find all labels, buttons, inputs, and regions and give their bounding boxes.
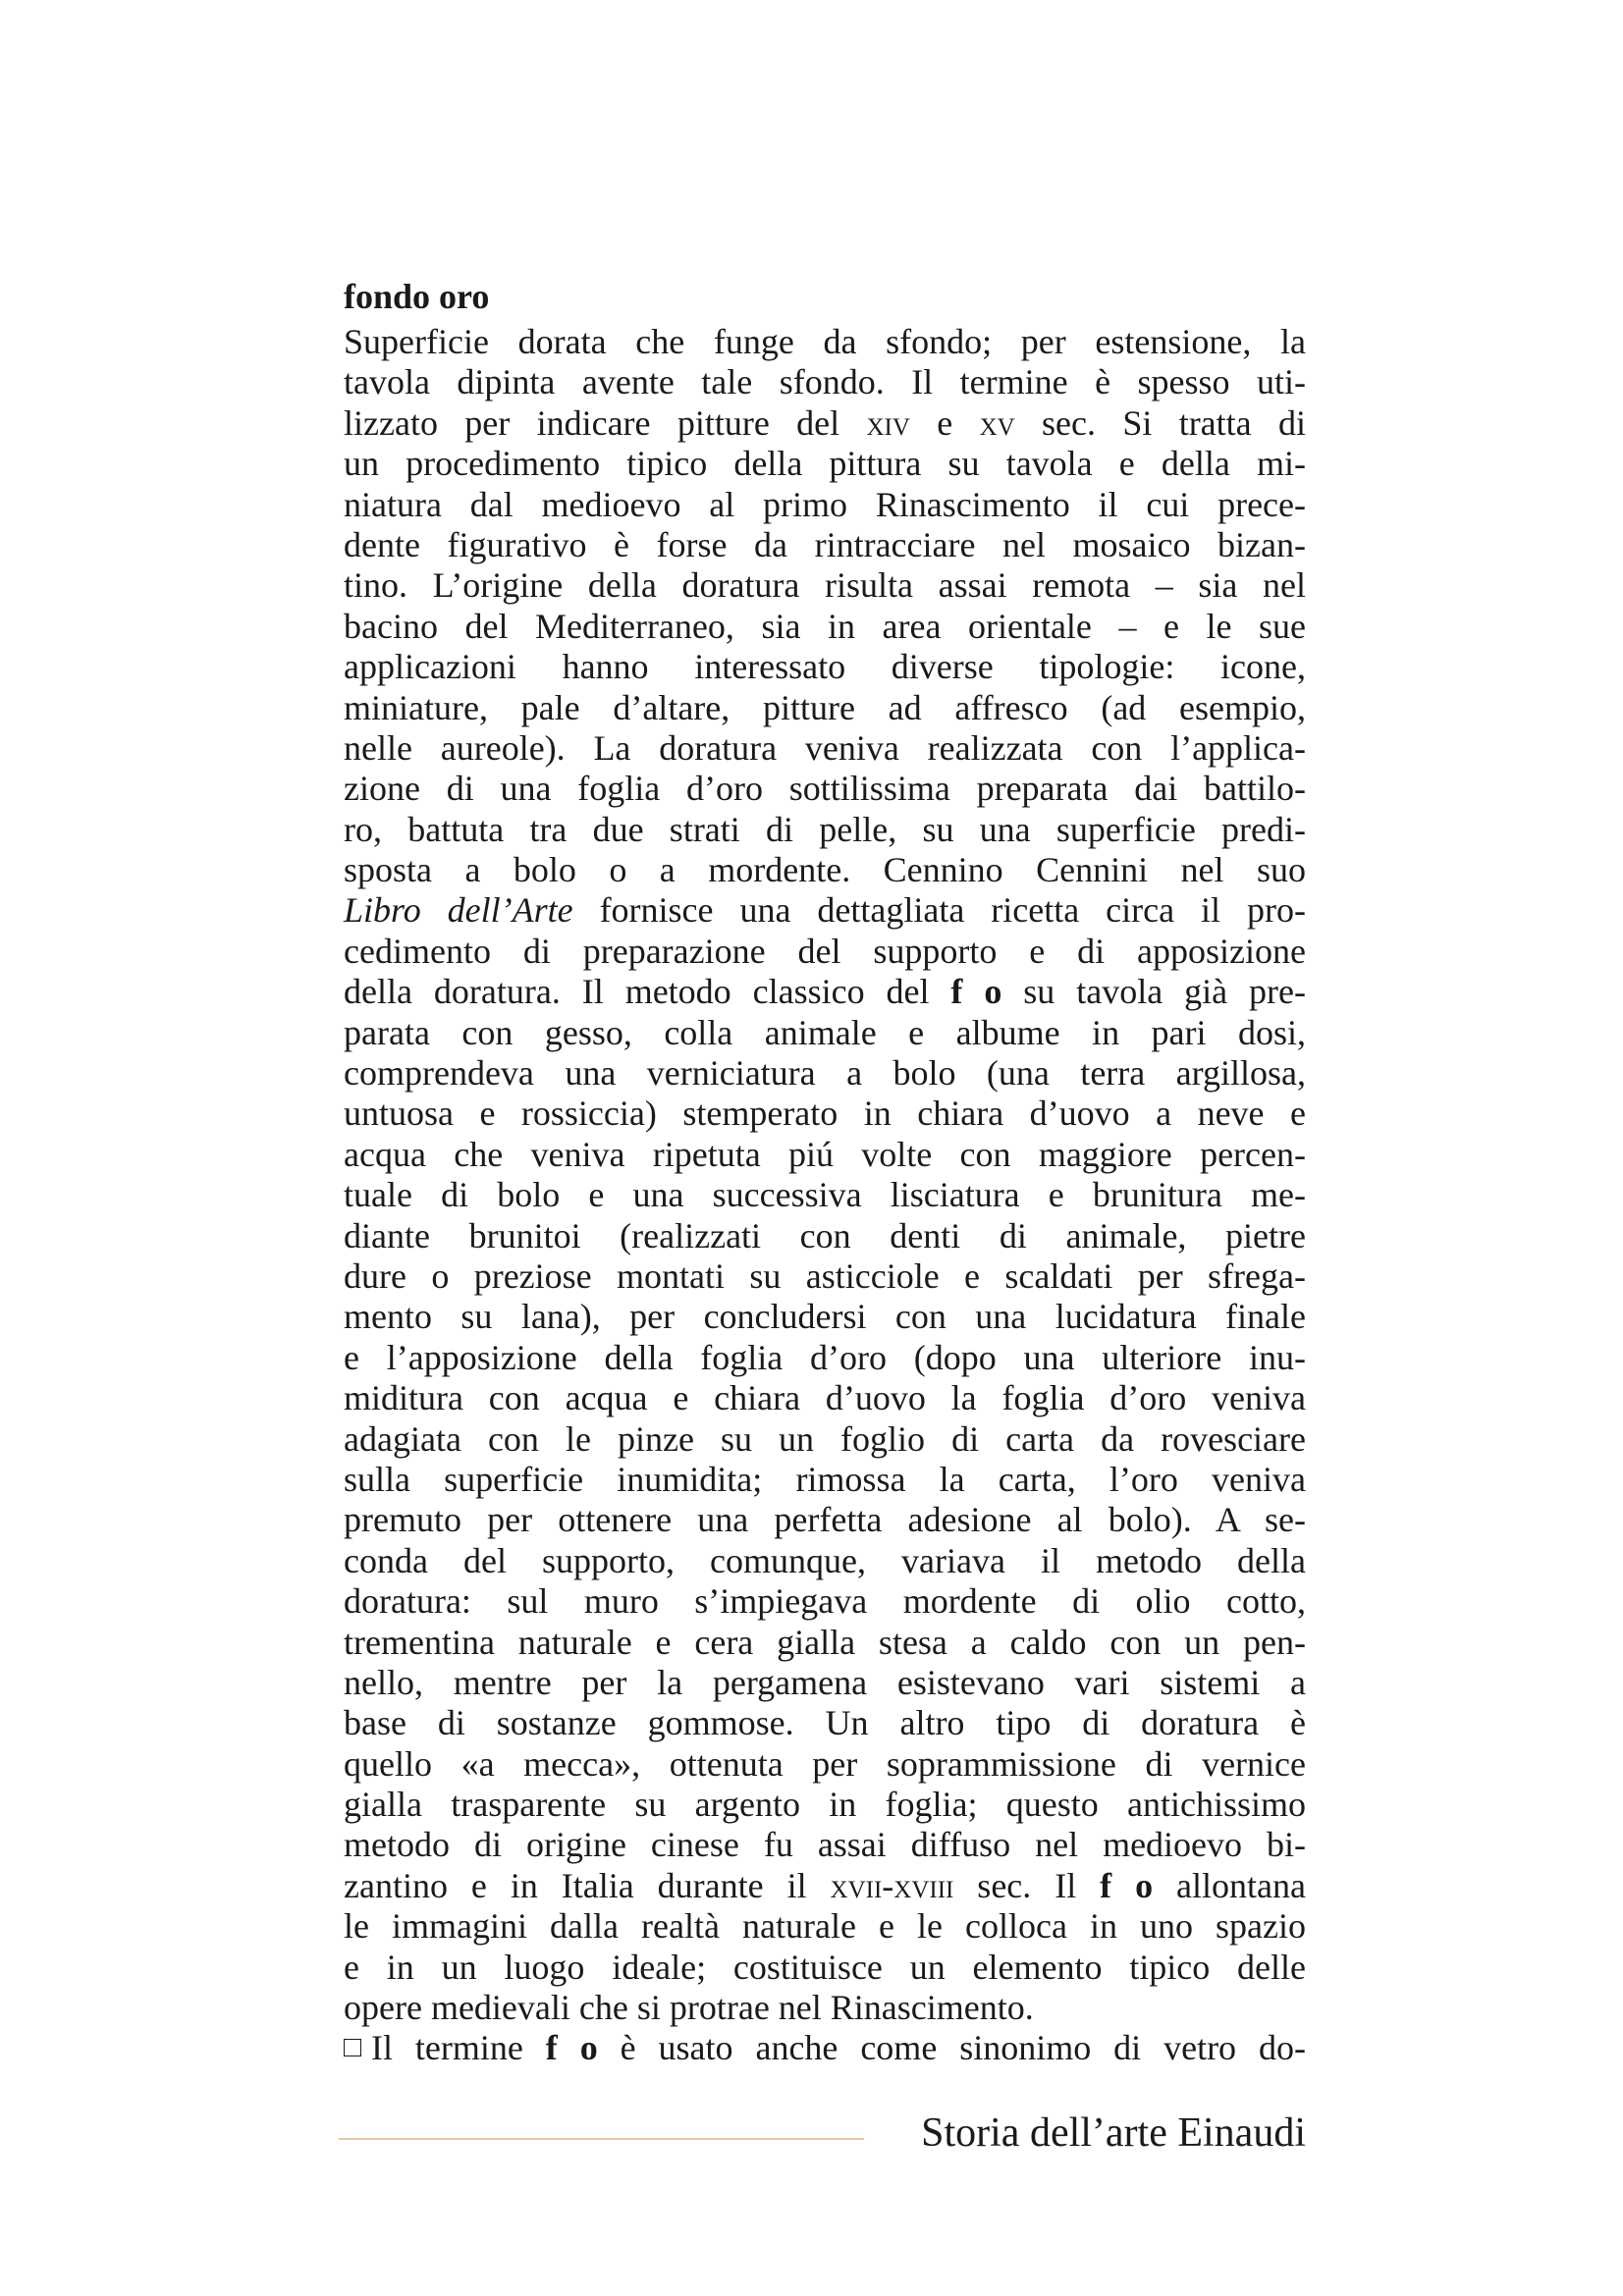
body-line: applicazioni hanno interessato diverse tipologie: icone,	[344, 647, 1306, 687]
term-abbreviation: f o	[950, 972, 1002, 1012]
body-line: comprendeva una verniciatura a bolo (una terra argillosa,	[344, 1053, 1306, 1094]
body-line: conda del supporto, comunque, variava il metodo della	[344, 1540, 1306, 1580]
body-line: ro, battuta tra due strati di pelle, su una superficie predi-	[344, 809, 1306, 849]
body-line: sulla superficie inumidita; rimossa la carta, l’oro veniva	[344, 1459, 1306, 1499]
body-line: trementina naturale e cera gialla stesa a caldo con un pen-	[344, 1622, 1306, 1662]
book-title: Libro dell’Arte	[344, 890, 573, 931]
body-line: zione di una foglia d’oro sottilissima preparata dai battilo-	[344, 769, 1306, 809]
body-line: bacino del Mediterraneo, sia in area orientale – e le sue	[344, 606, 1306, 646]
body-line: opere medievali che si protrae nel Rinascimento.	[344, 1988, 1034, 2028]
century-numeral: xv	[979, 402, 1015, 443]
body-line: zantino e in Italia durante il xvii-xviii sec. Il f o allontana	[344, 1865, 1306, 1905]
footer-rule	[339, 2138, 864, 2140]
century-numeral: xvii-xviii	[830, 1865, 954, 1905]
body-line: nello, mentre per la pergamena esistevano vari sistemi a	[344, 1662, 1306, 1702]
body-line: Libro dell’Arte fornisce una dettagliata ricetta circa il pro-	[344, 890, 1306, 931]
body-line: premuto per ottenere una perfetta adesione al bolo). A se-	[344, 1500, 1306, 1540]
dictionary-entry	[344, 273, 1306, 2069]
body-line: acqua che veniva ripetuta piú volte con maggiore percen-	[344, 1134, 1306, 1174]
body-line: quello «a mecca», ottenuta per soprammissione di vernice	[344, 1743, 1306, 1784]
century-numeral: xiv	[866, 402, 910, 443]
body-line: miditura con acqua e chiara d’uovo la foglia d’oro veniva	[344, 1378, 1306, 1418]
body-line: tuale di bolo e una successiva lisciatura e brunitura me-	[344, 1175, 1306, 1215]
body-line: parata con gesso, colla animale e albume in pari dosi,	[344, 1012, 1306, 1052]
entry-title: fondo oro	[344, 277, 490, 316]
body-line: diante brunitoi (realizzati con denti di animale, pietre	[344, 1215, 1306, 1255]
body-line: untuosa e rossiccia) stemperato in chiara d’uovo a neve e	[344, 1094, 1306, 1134]
body-line: lizzato per indicare pitture del xiv e xv sec. Si tratta di	[344, 402, 1306, 443]
body-line: sposta a bolo o a mordente. Cennino Cennini nel suo	[344, 850, 1306, 890]
term-abbreviation: f o	[545, 2028, 598, 2068]
body-line: e l’apposizione della foglia d’oro (dopo una ulteriore inu-	[344, 1337, 1306, 1377]
body-line: metodo di origine cinese fu assai diffuso nel medioevo bi-	[344, 1825, 1306, 1865]
body-line: le immagini dalla realtà naturale e le colloca in uno spazio	[344, 1906, 1306, 1947]
footer-title: Storia dell’arte Einaudi	[921, 2110, 1306, 2156]
body-line: niatura dal medioevo al primo Rinascimento il cui prece-	[344, 484, 1306, 524]
body-line: Superficie dorata che funge da sfondo; per estensione, la	[344, 322, 1306, 361]
square-bullet-icon	[344, 2039, 361, 2056]
body-line: e in un luogo ideale; costituisce un elemento tipico delle	[344, 1947, 1306, 1987]
body-line: adagiata con le pinze su un foglio di carta da rovesciare	[344, 1418, 1306, 1459]
body-line: doratura: sul muro s’impiegava mordente di olio cotto,	[344, 1581, 1306, 1622]
body-line: dente figurativo è forse da rintracciare nel mosaico bizan-	[344, 524, 1306, 564]
body-line: base di sostanze gommose. Un altro tipo di doratura è	[344, 1703, 1306, 1743]
body-line: Il termine f o è usato anche come sinonimo di vetro do-	[344, 2028, 1306, 2068]
page-footer	[339, 2104, 1306, 2163]
body-line: dure o preziose montati su asticciole e scaldati per sfrega-	[344, 1255, 1306, 1296]
body-line: della doratura. Il metodo classico del f o su tavola già pre-	[344, 972, 1307, 1012]
body-line: un procedimento tipico della pittura su tavola e della mi-	[344, 444, 1306, 484]
term-abbreviation: f o	[1100, 1865, 1154, 1905]
body-line: nelle aureole). La doratura veniva realizzata con l’applica-	[344, 727, 1306, 768]
body-line: cedimento di preparazione del supporto e di apposizione	[344, 931, 1306, 971]
body-line: mento su lana), per concludersi con una lucidatura finale	[344, 1297, 1306, 1337]
body-line: tino. L’origine della doratura risulta assai remota – sia nel	[344, 565, 1306, 606]
entry-body	[344, 322, 1306, 2069]
body-line: gialla trasparente su argento in foglia; questo antichissimo	[344, 1785, 1306, 1825]
body-line: tavola dipinta avente tale sfondo. Il termine è spesso uti-	[344, 362, 1306, 402]
body-line: miniature, pale d’altare, pitture ad affresco (ad esempio,	[344, 687, 1306, 727]
